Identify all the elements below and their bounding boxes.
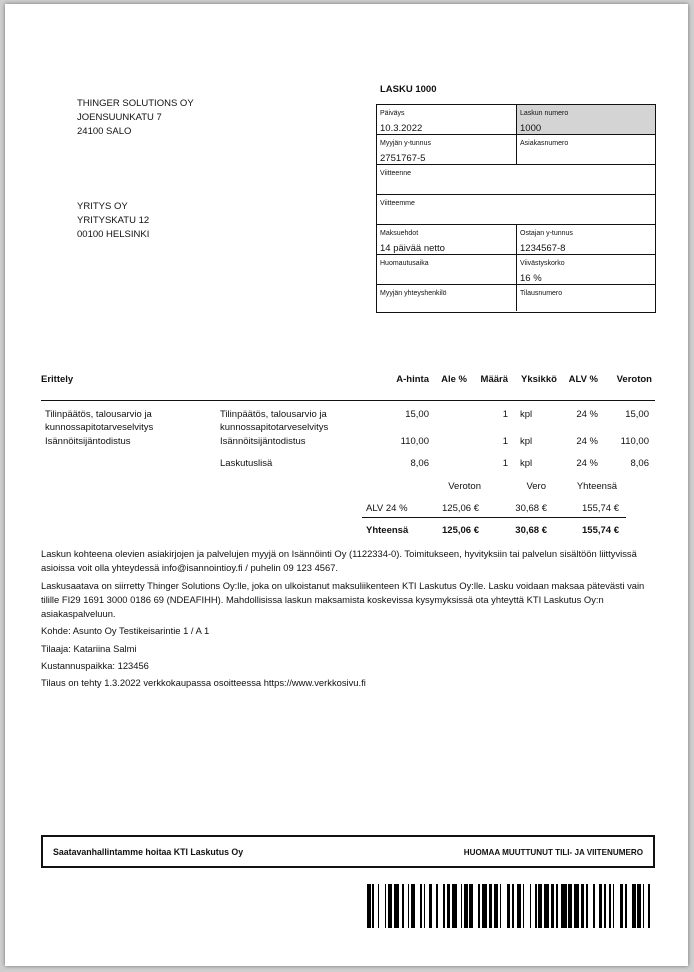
note-transfer-line1: Laskusaatava on siirretty Thinger Solutions Oy:lle, joka on ulkoistanut maksuliikenteen KTI Laskutus Oy:lle. Lasku voidaan maksaa pätevästi vain — [41, 580, 645, 591]
huomautusaika-label: Huomautusaika — [380, 260, 429, 267]
ostaja-ytunnus-value: 1234567-8 — [520, 243, 566, 254]
cell-asiakasnumero — [517, 135, 655, 165]
summary-total-label: Yhteensä — [366, 525, 409, 536]
col-header-erittely: Erittely — [41, 374, 74, 385]
summary-total-yhteensa: 155,74 € — [582, 525, 619, 536]
cell-paivays — [377, 105, 517, 135]
row3-desc-right: Laskutuslisä — [220, 458, 273, 469]
yhteyshenkilo-label: Myyjän yhteyshenkilö — [380, 290, 447, 297]
row1-desc-left-2: kunnossapitotarveselvitys — [45, 422, 154, 433]
note-seller-line1: Laskun kohteena olevien asiakirjojen ja palvelujen myyjä on Isännöinti Oy (1122334-0). Toimitukseen, hyvityksiin tai palvelun sisältöön liittyvissä — [41, 548, 637, 559]
cell-ostaja-ytunnus — [517, 225, 655, 255]
viivastyskorko-label: Viivästyskorko — [520, 260, 565, 267]
row1-veroton: 15,00 — [625, 409, 649, 420]
footer-left-text: Saatavanhallintamme hoitaa KTI Laskutus Oy — [53, 847, 244, 857]
buyer-street: YRITYSKATU 12 — [77, 215, 150, 226]
cell-viivastyskorko — [517, 255, 655, 285]
summary-alv-label: ALV 24 % — [366, 503, 408, 514]
viitteenne-label: Viitteenne — [380, 170, 412, 177]
cell-tilausnumero — [517, 285, 655, 311]
cell-huomautusaika — [377, 255, 517, 285]
row1-desc-right-2: kunnossapitotarveselvitys — [220, 422, 329, 433]
seller-city: 24100 SALO — [77, 126, 132, 137]
maksuehdot-value: 14 päivää netto — [380, 243, 445, 254]
row2-veroton: 110,00 — [620, 436, 649, 447]
row3-maara: 1 — [502, 458, 508, 469]
col-header-maara: Määrä — [480, 374, 508, 385]
summary-total-vero: 30,68 € — [515, 525, 547, 536]
footer-box — [41, 835, 655, 868]
summary-header-vero: Vero — [526, 481, 546, 492]
ostaja-ytunnus-label: Ostajan y-tunnus — [520, 230, 573, 237]
note-seller-line2: asioissa voit olla yhteydessä info@isannointioy.fi / puhelin 09 123 4567. — [41, 562, 339, 573]
cell-laskunumero — [517, 105, 655, 135]
maksuehdot-label: Maksuehdot — [380, 230, 419, 237]
row2-alv: 24 % — [576, 436, 598, 447]
cell-viitteemme — [377, 195, 655, 225]
summary-alv-veroton: 125,06 € — [442, 503, 479, 514]
summary-total-veroton: 125,06 € — [442, 525, 479, 536]
row2-desc-right: Isännöitsijäntodistus — [220, 436, 306, 447]
footer-right-text: HUOMAA MUUTTUNUT TILI- JA VIITENUMERO — [463, 848, 643, 857]
buyer-name: YRITYS OY — [77, 201, 128, 212]
invoice-info-grid — [376, 104, 656, 313]
seller-name: THINGER SOLUTIONS OY — [77, 98, 194, 109]
summary-alv-yhteensa: 155,74 € — [582, 503, 619, 514]
viitteemme-label: Viitteemme — [380, 200, 415, 207]
invoice-page — [5, 4, 688, 966]
row3-veroton: 8,06 — [630, 458, 649, 469]
myyja-ytunnus-label: Myyjän y-tunnus — [380, 140, 431, 147]
invoice-title: LASKU 1000 — [380, 84, 437, 95]
tilausnumero-label: Tilausnumero — [520, 290, 563, 297]
summary-divider — [362, 517, 626, 518]
row3-yksikko: kpl — [520, 458, 533, 469]
col-header-yksikko: Yksikkö — [521, 374, 557, 385]
col-header-veroton: Veroton — [616, 374, 652, 385]
row2-maara: 1 — [502, 436, 508, 447]
paivays-label: Päiväys — [380, 110, 405, 117]
row1-maara: 1 — [502, 409, 508, 420]
barcode — [367, 884, 656, 928]
summary-header-yhteensa: Yhteensä — [576, 481, 617, 492]
summary-alv-vero: 30,68 € — [515, 503, 547, 514]
paivays-value: 10.3.2022 — [380, 123, 423, 134]
row1-alv: 24 % — [576, 409, 598, 420]
row3-ahinta: 8,06 — [410, 458, 429, 469]
row1-yksikko: kpl — [520, 409, 533, 420]
row2-ahinta: 110,00 — [400, 436, 429, 447]
laskunumero-label: Laskun numero — [520, 110, 569, 117]
note-transfer-line2: tilille FI29 1691 3000 0186 69 (NDEAFIHH). Mahdollisissa laskun maksamista koskevissa kysymyksissä ota yhteyttä KTI Laskutus Oy:n — [41, 594, 604, 605]
cell-myyja-ytunnus — [377, 135, 517, 165]
col-header-alv: ALV % — [568, 374, 598, 385]
row1-ahinta: 15,00 — [405, 409, 429, 420]
col-header-ahinta: A-hinta — [396, 374, 429, 385]
myyja-ytunnus-value: 2751767-5 — [380, 153, 426, 164]
note-tilaus: Tilaus on tehty 1.3.2022 verkkokaupassa osoitteessa https://www.verkkosivu.fi — [41, 677, 366, 688]
table-header-divider — [41, 400, 655, 401]
seller-street: JOENSUUNKATU 7 — [77, 112, 162, 123]
cell-viitteenne — [377, 165, 655, 195]
row2-yksikko: kpl — [520, 436, 533, 447]
laskunumero-value: 1000 — [520, 123, 542, 134]
row1-desc-left: Tilinpäätös, talousarvio ja — [45, 409, 152, 420]
summary-header-veroton: Veroton — [448, 481, 481, 492]
note-kustannuspaikka: Kustannuspaikka: 123456 — [41, 660, 149, 671]
buyer-city: 00100 HELSINKI — [77, 229, 150, 240]
barcode-space — [650, 884, 655, 928]
cell-yhteyshenkilo — [377, 285, 517, 311]
note-transfer-line3: asiakaspalveluun. — [41, 608, 116, 619]
viivastyskorko-value: 16 % — [520, 273, 542, 284]
note-kohde: Kohde: Asunto Oy Testikeisarintie 1 / A 1 — [41, 625, 210, 636]
note-tilaaja: Tilaaja: Katariina Salmi — [41, 643, 137, 654]
row2-desc-left: Isännöitsijäntodistus — [45, 436, 131, 447]
asiakasnumero-label: Asiakasnumero — [520, 140, 569, 147]
row3-alv: 24 % — [576, 458, 598, 469]
row1-desc-right: Tilinpäätös, talousarvio ja — [220, 409, 327, 420]
cell-maksuehdot — [377, 225, 517, 255]
col-header-ale: Ale % — [441, 374, 467, 385]
